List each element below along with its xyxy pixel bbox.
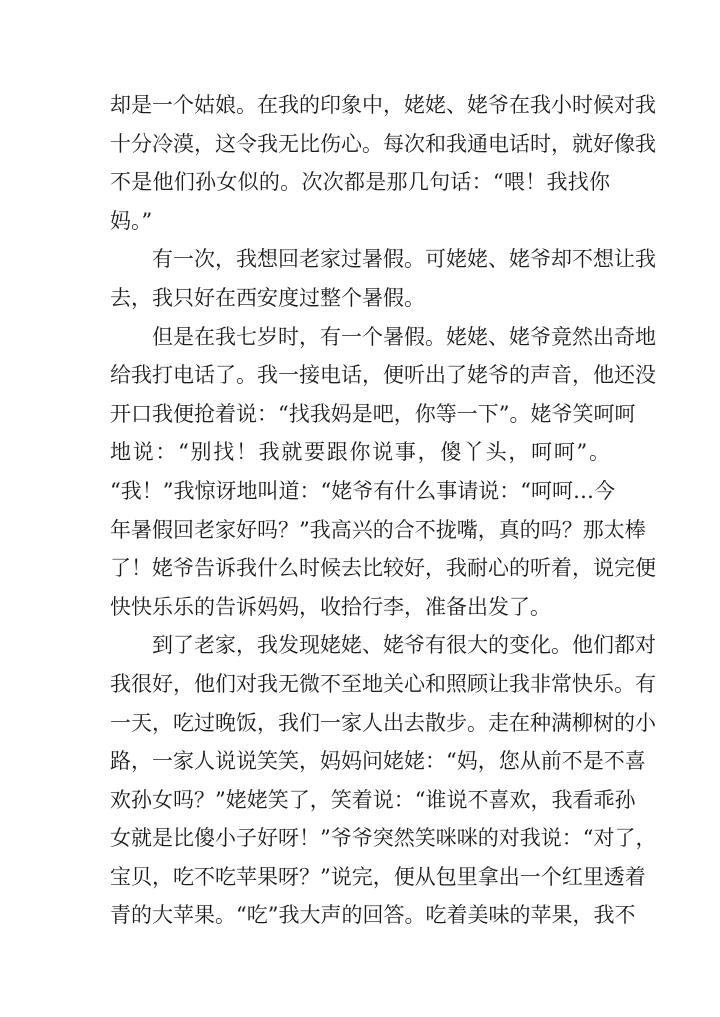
- text-line-4: 妈。”: [110, 208, 153, 233]
- text-line-12: 年暑假回老家好吗？”我高兴的合不拢嘴，真的吗？那太棒: [110, 517, 646, 542]
- text-line-14: 快快乐乐的告诉妈妈，收拾行李，准备出发了。: [110, 594, 551, 619]
- text-line-5: 有一次，我想回老家过暑假。可姥姥、姥爷却不想让我: [152, 247, 656, 272]
- text-line-1: 却是一个姑娘。在我的印象中，姥姥、姥爷在我小时候对我: [110, 93, 656, 117]
- text-line-15: 到了老家，我发现姥姥、姥爷有很大的变化。他们都对: [152, 633, 656, 658]
- text-line-13: 了！姥爷告诉我什么时候去比较好，我耐心的听着，说完便: [110, 556, 656, 581]
- text-line-21: 宝贝，吃不吃苹果呀？”说完，便从包里拿出一个红里透着: [110, 864, 646, 889]
- text-line-6: 去，我只好在西安度过整个暑假。: [110, 285, 425, 310]
- text-line-3: 不是他们孙女似的。次次都是那几句话：“喂！我找你: [110, 170, 610, 195]
- text-line-20: 女就是比傻小子好呀！”爷爷突然笑咪咪的对我说：“对了，: [110, 826, 657, 851]
- text-line-7: 但是在我七岁时，有一个暑假。姥姥、姥爷竟然出奇地: [152, 324, 656, 349]
- text-line-16: 我很好，他们对我无微不至地关心和照顾让我非常快乐。有: [110, 671, 656, 696]
- text-line-11: “我！”我惊讶地叫道：“姥爷有什么事请说：“呵呵…今: [110, 478, 615, 503]
- text-line-22: 青的大苹果。“吃”我大声的回答。吃着美味的苹果，我不: [110, 903, 636, 928]
- text-line-2: 十分冷漠，这令我无比伤心。每次和我通电话时，就好像我: [110, 131, 656, 156]
- body-text: [110, 86, 657, 935]
- text-line-17: 一天，吃过晚饭，我们一家人出去散步。走在种满柳树的小: [110, 710, 656, 735]
- text-line-8: 给我打电话了。我一接电话，便听出了姥爷的声音，他还没: [110, 363, 656, 388]
- text-line-18: 路，一家人说说笑笑，妈妈问姥姥：“妈，您从前不是不喜: [110, 749, 646, 774]
- text-line-9: 开口我便抢着说：“找我妈是吧，你等一下”。姥爷笑呵呵: [110, 401, 636, 426]
- text-line-19: 欢孙女吗？”姥姥笑了，笑着说：“谁说不喜欢，我看乖孙: [110, 787, 636, 812]
- text-line-10: 地说：“别找！我就要跟你说事，傻丫头，呵呵”。: [110, 440, 610, 465]
